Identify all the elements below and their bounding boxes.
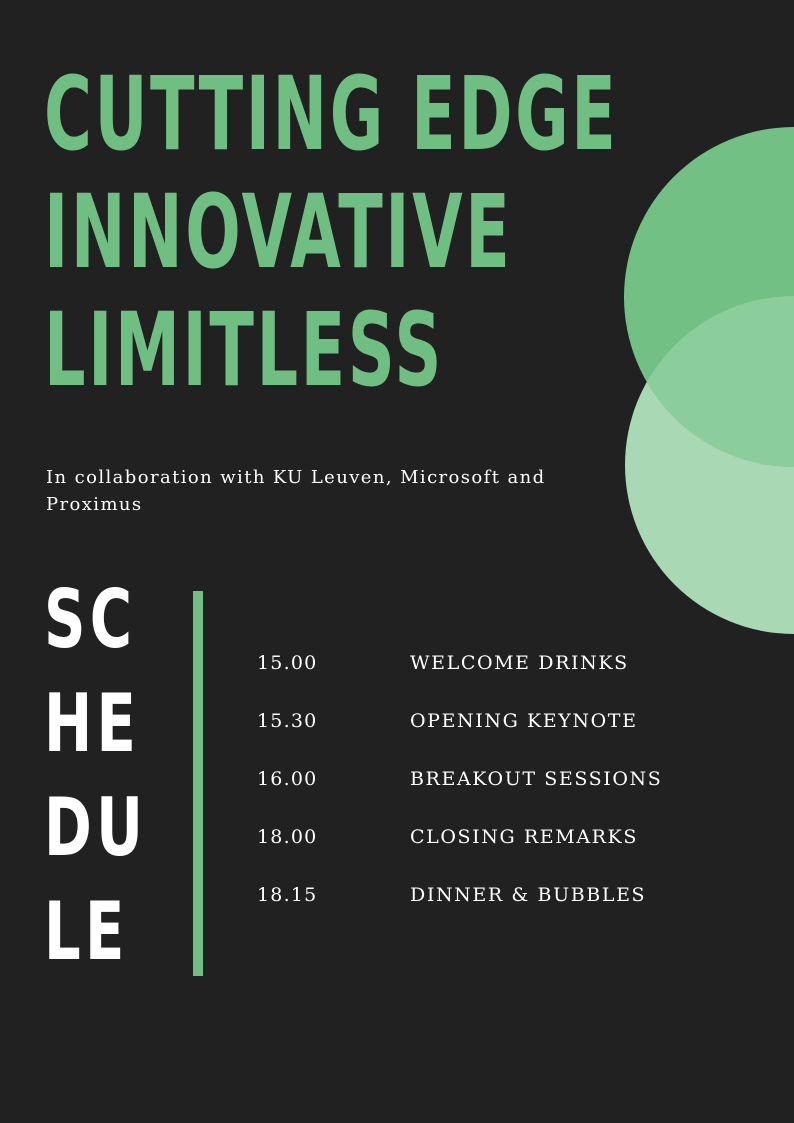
schedule-time: 15.00 bbox=[257, 652, 318, 674]
schedule-event: OPENING KEYNOTE bbox=[410, 710, 638, 732]
schedule-time: 15.30 bbox=[257, 710, 318, 732]
schedule-row bbox=[257, 645, 757, 703]
schedule-event: DINNER & BUBBLES bbox=[410, 884, 647, 906]
schedule-vertical-title bbox=[44, 568, 147, 984]
schedule-row bbox=[257, 877, 757, 935]
schedule-event: CLOSING REMARKS bbox=[410, 826, 638, 848]
schedule-time: 16.00 bbox=[257, 768, 318, 790]
headline-line: CUTTING EDGE bbox=[44, 55, 619, 174]
schedule-row bbox=[257, 819, 757, 877]
schedule-time: 18.15 bbox=[257, 884, 318, 906]
schedule-title-chunk: DU bbox=[44, 781, 148, 874]
schedule-list bbox=[257, 645, 757, 935]
schedule-event: WELCOME DRINKS bbox=[410, 652, 629, 674]
collaboration-subtitle: In collaboration with KU Leuven, Microsoft and Proximus bbox=[46, 467, 546, 515]
schedule-time: 18.00 bbox=[257, 826, 318, 848]
schedule-title-chunk: HE bbox=[44, 677, 141, 770]
schedule-title-chunk: SC bbox=[44, 573, 137, 666]
headline bbox=[44, 56, 618, 410]
schedule-row bbox=[257, 761, 757, 819]
headline-line: LIMITLESS bbox=[44, 291, 444, 410]
headline-line: INNOVATIVE bbox=[44, 173, 513, 292]
schedule-event: BREAKOUT SESSIONS bbox=[410, 768, 663, 790]
schedule-row bbox=[257, 703, 757, 761]
schedule-title-chunk: LE bbox=[44, 885, 129, 978]
vertical-divider bbox=[193, 591, 203, 976]
